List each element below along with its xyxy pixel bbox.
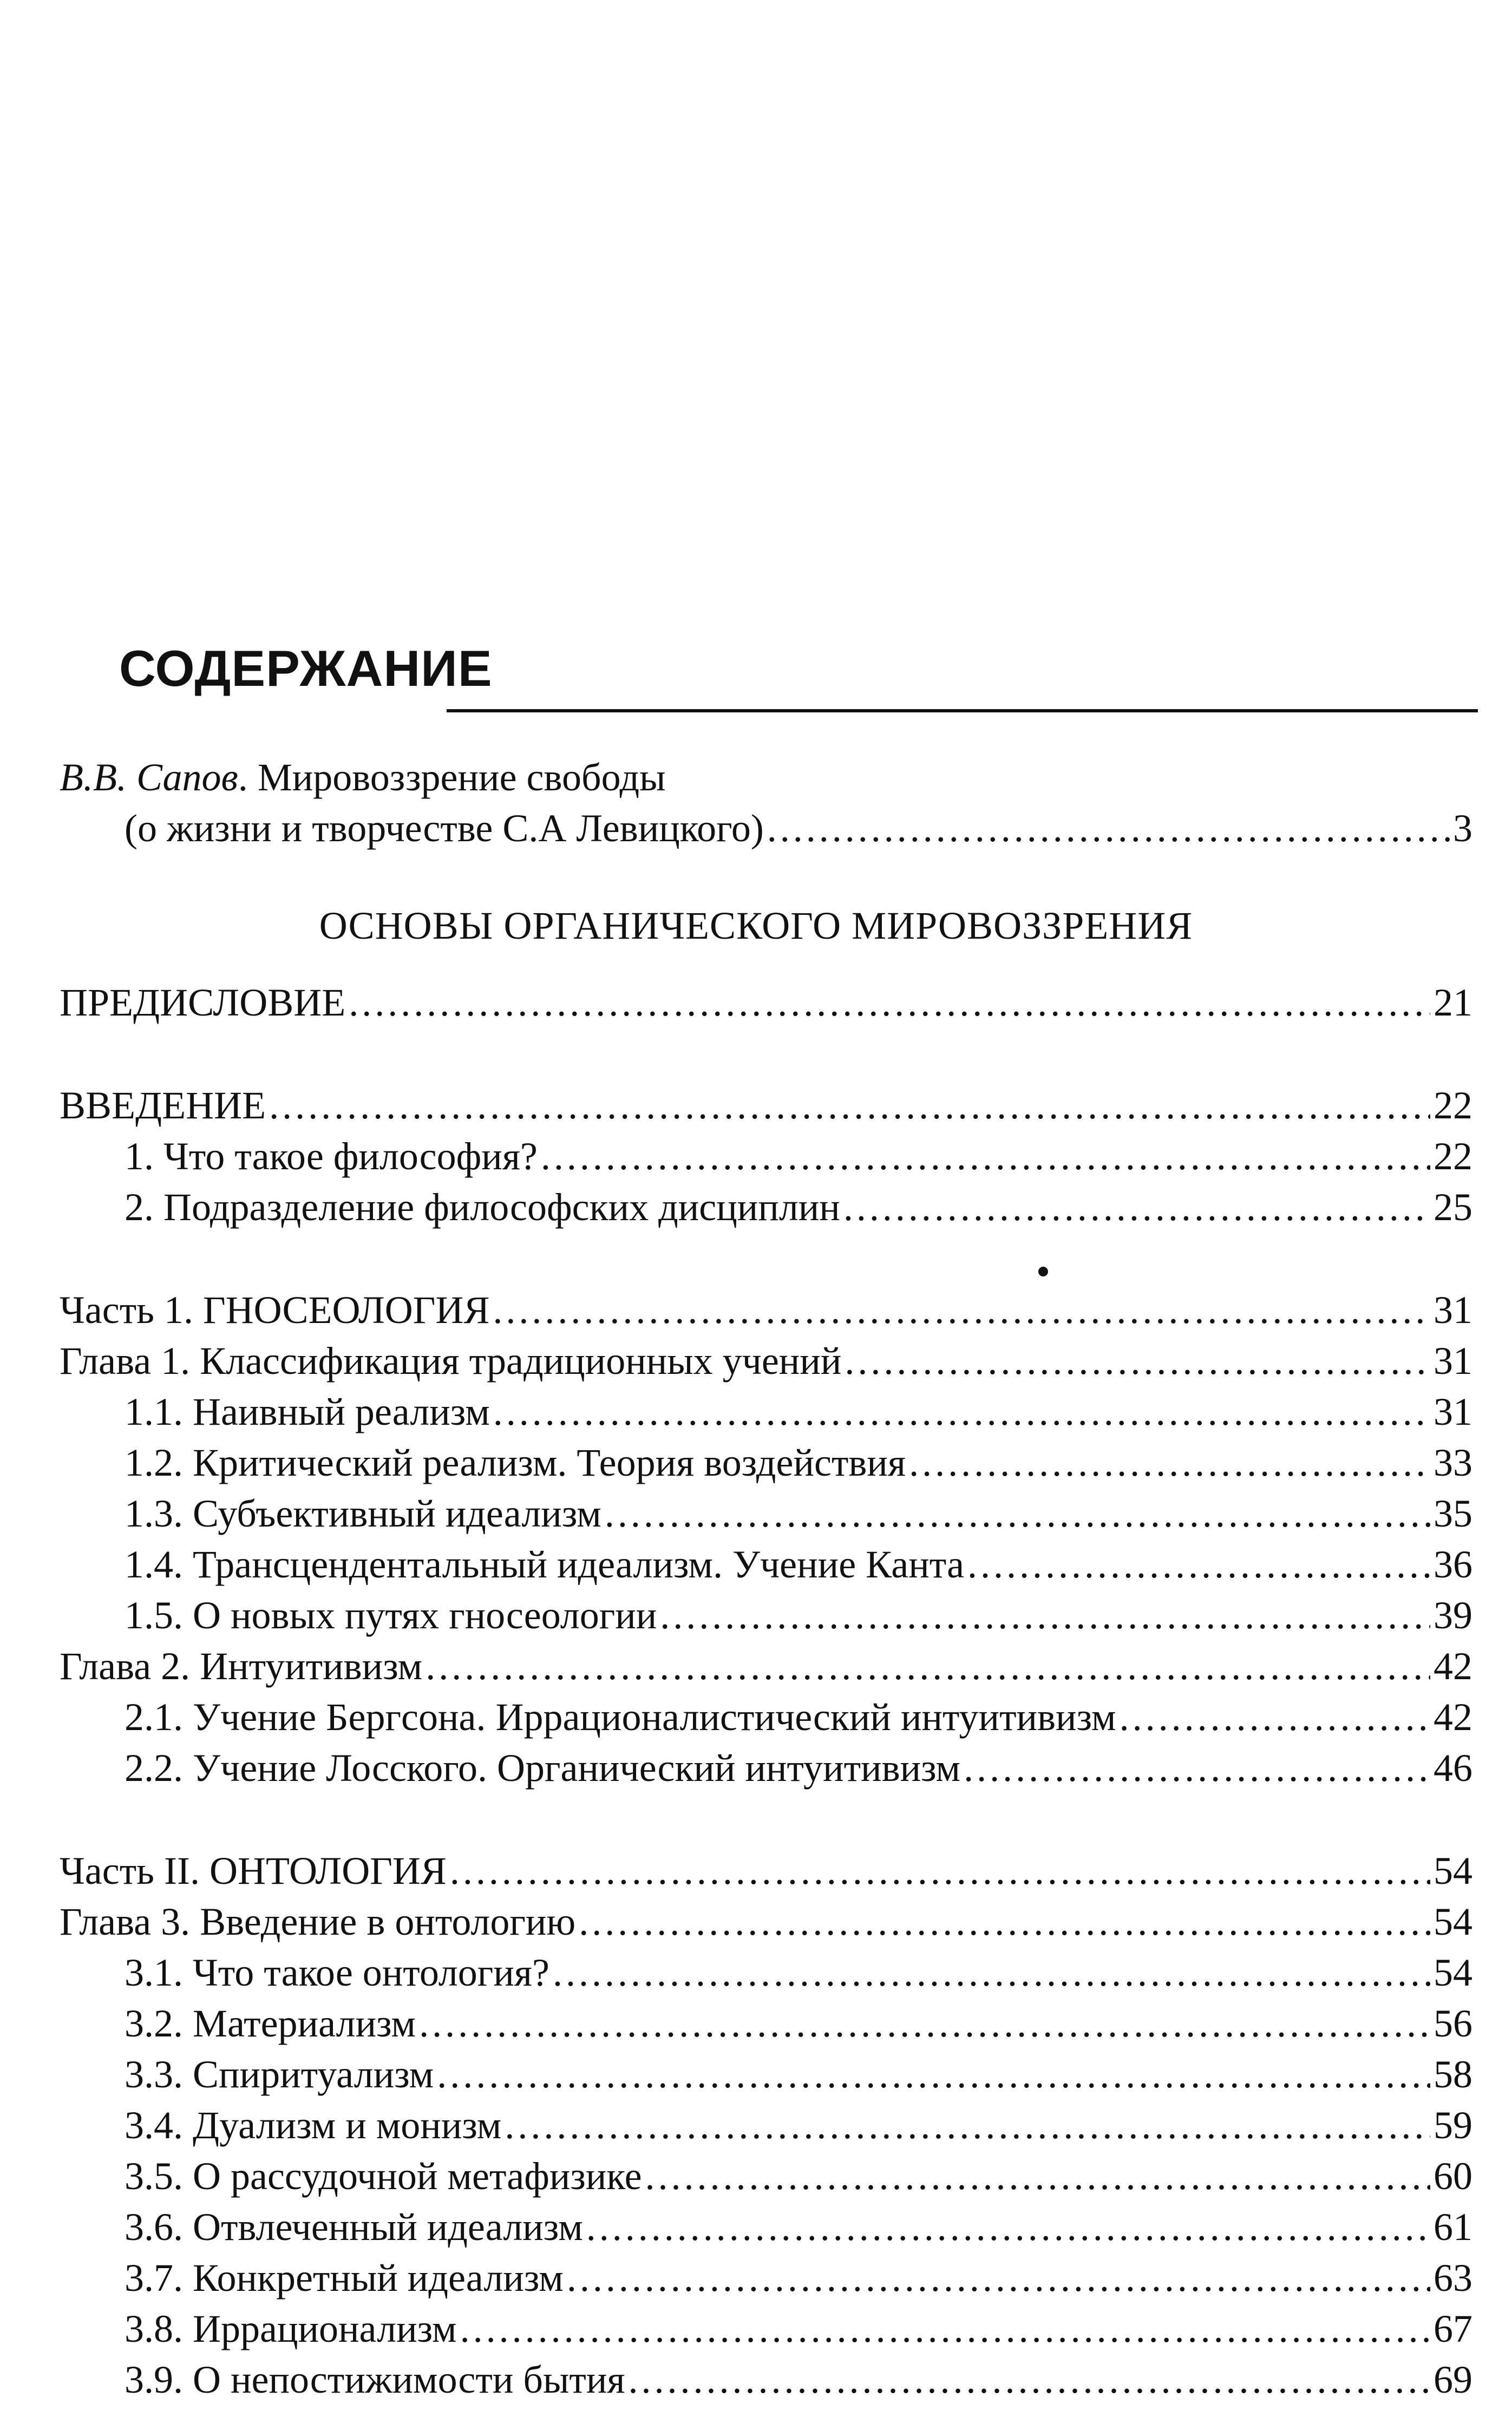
toc-entry[interactable] [125,1590,1472,1640]
dot-leader [660,1590,1430,1640]
dot-leader [843,1182,1430,1232]
dot-leader [349,978,1430,1027]
dot-leader [460,2304,1430,2354]
toc-entry-title: 1.1. Наивный реализм [125,1390,490,1433]
toc-entry[interactable] [60,1897,1472,1947]
page-title: СОДЕРЖАНИЕ [119,640,493,697]
toc-entry[interactable] [60,1336,1472,1386]
toc-page-number: 21 [1434,981,1472,1024]
toc-entry[interactable] [125,1438,1472,1488]
toc-page-number: 54 [1434,1900,1472,1943]
dot-leader [426,1641,1430,1691]
toc-entry[interactable] [60,1641,1472,1691]
toc-entry[interactable] [125,2049,1472,2099]
toc-page-number: 69 [1434,2358,1472,2401]
dot-leader [505,2100,1430,2150]
toc-entry[interactable] [125,1692,1472,1742]
dot-leader [450,1846,1430,1896]
toc-page-number: 58 [1434,2053,1472,2096]
toc-entry-title: Часть 1. ГНОСЕОЛОГИЯ [60,1288,490,1332]
dot-leader [419,1999,1430,2048]
dot-leader [909,1438,1430,1488]
toc-page-number: 67 [1434,2307,1472,2350]
dot-leader [767,803,1450,853]
dot-leader [579,1897,1430,1947]
dot-leader [567,2253,1430,2303]
intro-page-number: 3 [1453,807,1472,850]
toc-page-number: 35 [1434,1492,1472,1535]
toc-entry-title: 3.3. Спиритуализм [125,2053,434,2096]
toc-page-number: 31 [1434,1288,1472,1332]
dot-leader [586,2202,1430,2252]
toc-page-number: 36 [1434,1543,1472,1586]
toc-entry-title: 3.1. Что такое онтология? [125,1951,549,1994]
toc-entry-title: ПРЕДИСЛОВИЕ [60,981,346,1024]
toc-entry-title: ВВЕДЕНИЕ [60,1084,266,1127]
toc-page-number: 46 [1434,1746,1472,1790]
toc-page-number: 42 [1434,1645,1472,1688]
contents-heading-block [119,639,1478,720]
toc-page-number: 39 [1434,1594,1472,1637]
intro-first-line [60,752,666,802]
toc-entry-title: 3.6. Отвлеченный идеализм [125,2205,583,2249]
toc-entry-title: 3.9. О непостижимости бытия [125,2358,625,2401]
toc-entry[interactable] [125,1387,1472,1437]
section-title: ОСНОВЫ ОРГАНИЧЕСКОГО МИРОВОЗЗРЕНИЯ [319,904,1193,947]
toc-entry-title: 3.7. Конкретный идеализм [125,2256,564,2300]
intro-author: В.В. Сапов [60,756,238,799]
toc-entry[interactable] [125,2202,1472,2252]
toc-page-number: 63 [1434,2256,1472,2300]
toc-page-number: 22 [1434,1084,1472,1127]
dot-leader [1120,1692,1430,1742]
toc-page-number: 31 [1434,1390,1472,1433]
toc-entry[interactable] [60,978,1472,1027]
toc-entry-title: Часть II. ОНТОЛОГИЯ [60,1849,447,1892]
toc-entry-intro[interactable] [125,803,1472,853]
toc-entry[interactable] [125,1182,1472,1232]
toc-entry[interactable] [125,2355,1472,2405]
toc-page-number: 54 [1434,1849,1472,1892]
toc-entry-title: Глава 2. Интуитивизм [60,1645,423,1688]
toc-entry-title: Глава 1. Классификация традиционных учений [60,1339,842,1383]
toc-page-number: 59 [1434,2104,1472,2147]
toc-entry[interactable] [125,1999,1472,2048]
toc-entry[interactable] [125,2304,1472,2354]
dot-leader [964,1743,1430,1793]
dot-leader [541,1131,1430,1181]
dot-leader [269,1080,1430,1130]
toc-page-number: 60 [1434,2154,1472,2198]
stray-dot [1038,1267,1048,1276]
dot-leader [628,2355,1430,2405]
toc-entry-title: 3.2. Материализм [125,2002,416,2045]
toc-page-number: 31 [1434,1339,1472,1383]
intro-title-line2: (о жизни и творчестве С.А Левицкого) [125,807,764,850]
toc-page-number: 22 [1434,1135,1472,1178]
dot-leader [845,1336,1430,1386]
toc-page-number: 42 [1434,1695,1472,1739]
toc-entry[interactable] [125,2253,1472,2303]
toc-entry-title: Глава 3. Введение в онтологию [60,1900,576,1943]
toc-entry[interactable] [125,1540,1472,1589]
toc-entry-title: 1.4. Трансцендентальный идеализм. Учение Канта [125,1543,965,1586]
toc-entry-title: 3.4. Дуализм и монизм [125,2104,502,2147]
toc-entry-title: 3.8. Иррационализм [125,2307,457,2350]
toc-entry[interactable] [60,1285,1472,1335]
toc-entry[interactable] [60,1080,1472,1130]
toc-entry-title: 1.3. Субъективный идеализм [125,1492,601,1535]
dot-leader [493,1285,1430,1335]
dot-leader [437,2049,1430,2099]
toc-entry-title: 3.5. О рассудочной метафизике [125,2154,642,2198]
dot-leader [967,1540,1430,1589]
dot-leader [493,1387,1430,1437]
dot-leader [605,1489,1430,1538]
toc-entry-title: 2.2. Учение Лосского. Органический интуитивизм [125,1746,961,1790]
toc-page-number: 61 [1434,2205,1472,2249]
toc-entry[interactable] [125,2100,1472,2150]
toc-page-number: 54 [1434,1951,1472,1994]
toc-page-number: 25 [1434,1185,1472,1229]
toc-entry-title: 1. Что такое философия? [125,1135,538,1178]
toc-page-number: 56 [1434,2002,1472,2045]
toc-entry[interactable] [125,1489,1472,1538]
toc-entry-title: 1.2. Критический реализм. Теория воздействия [125,1441,906,1484]
dot-leader [645,2151,1430,2201]
toc-entry-title: 2.1. Учение Бергсона. Иррационалистический интуитивизм [125,1695,1116,1739]
toc-entry-title: 2. Подразделение философских дисциплин [125,1185,840,1229]
toc-entry[interactable] [125,2151,1472,2201]
dot-leader [553,1948,1430,1997]
toc-entry[interactable] [60,1846,1472,1896]
toc-entry[interactable] [125,1743,1472,1793]
toc-entry[interactable] [125,1131,1472,1181]
toc-page-number: 33 [1434,1441,1472,1484]
toc-entry-title: 1.5. О новых путях гносеологии [125,1594,657,1637]
heading-underline [447,709,1478,712]
toc-entry[interactable] [125,1948,1472,1997]
intro-title-line1: . Мировоззрение свободы [238,756,666,799]
